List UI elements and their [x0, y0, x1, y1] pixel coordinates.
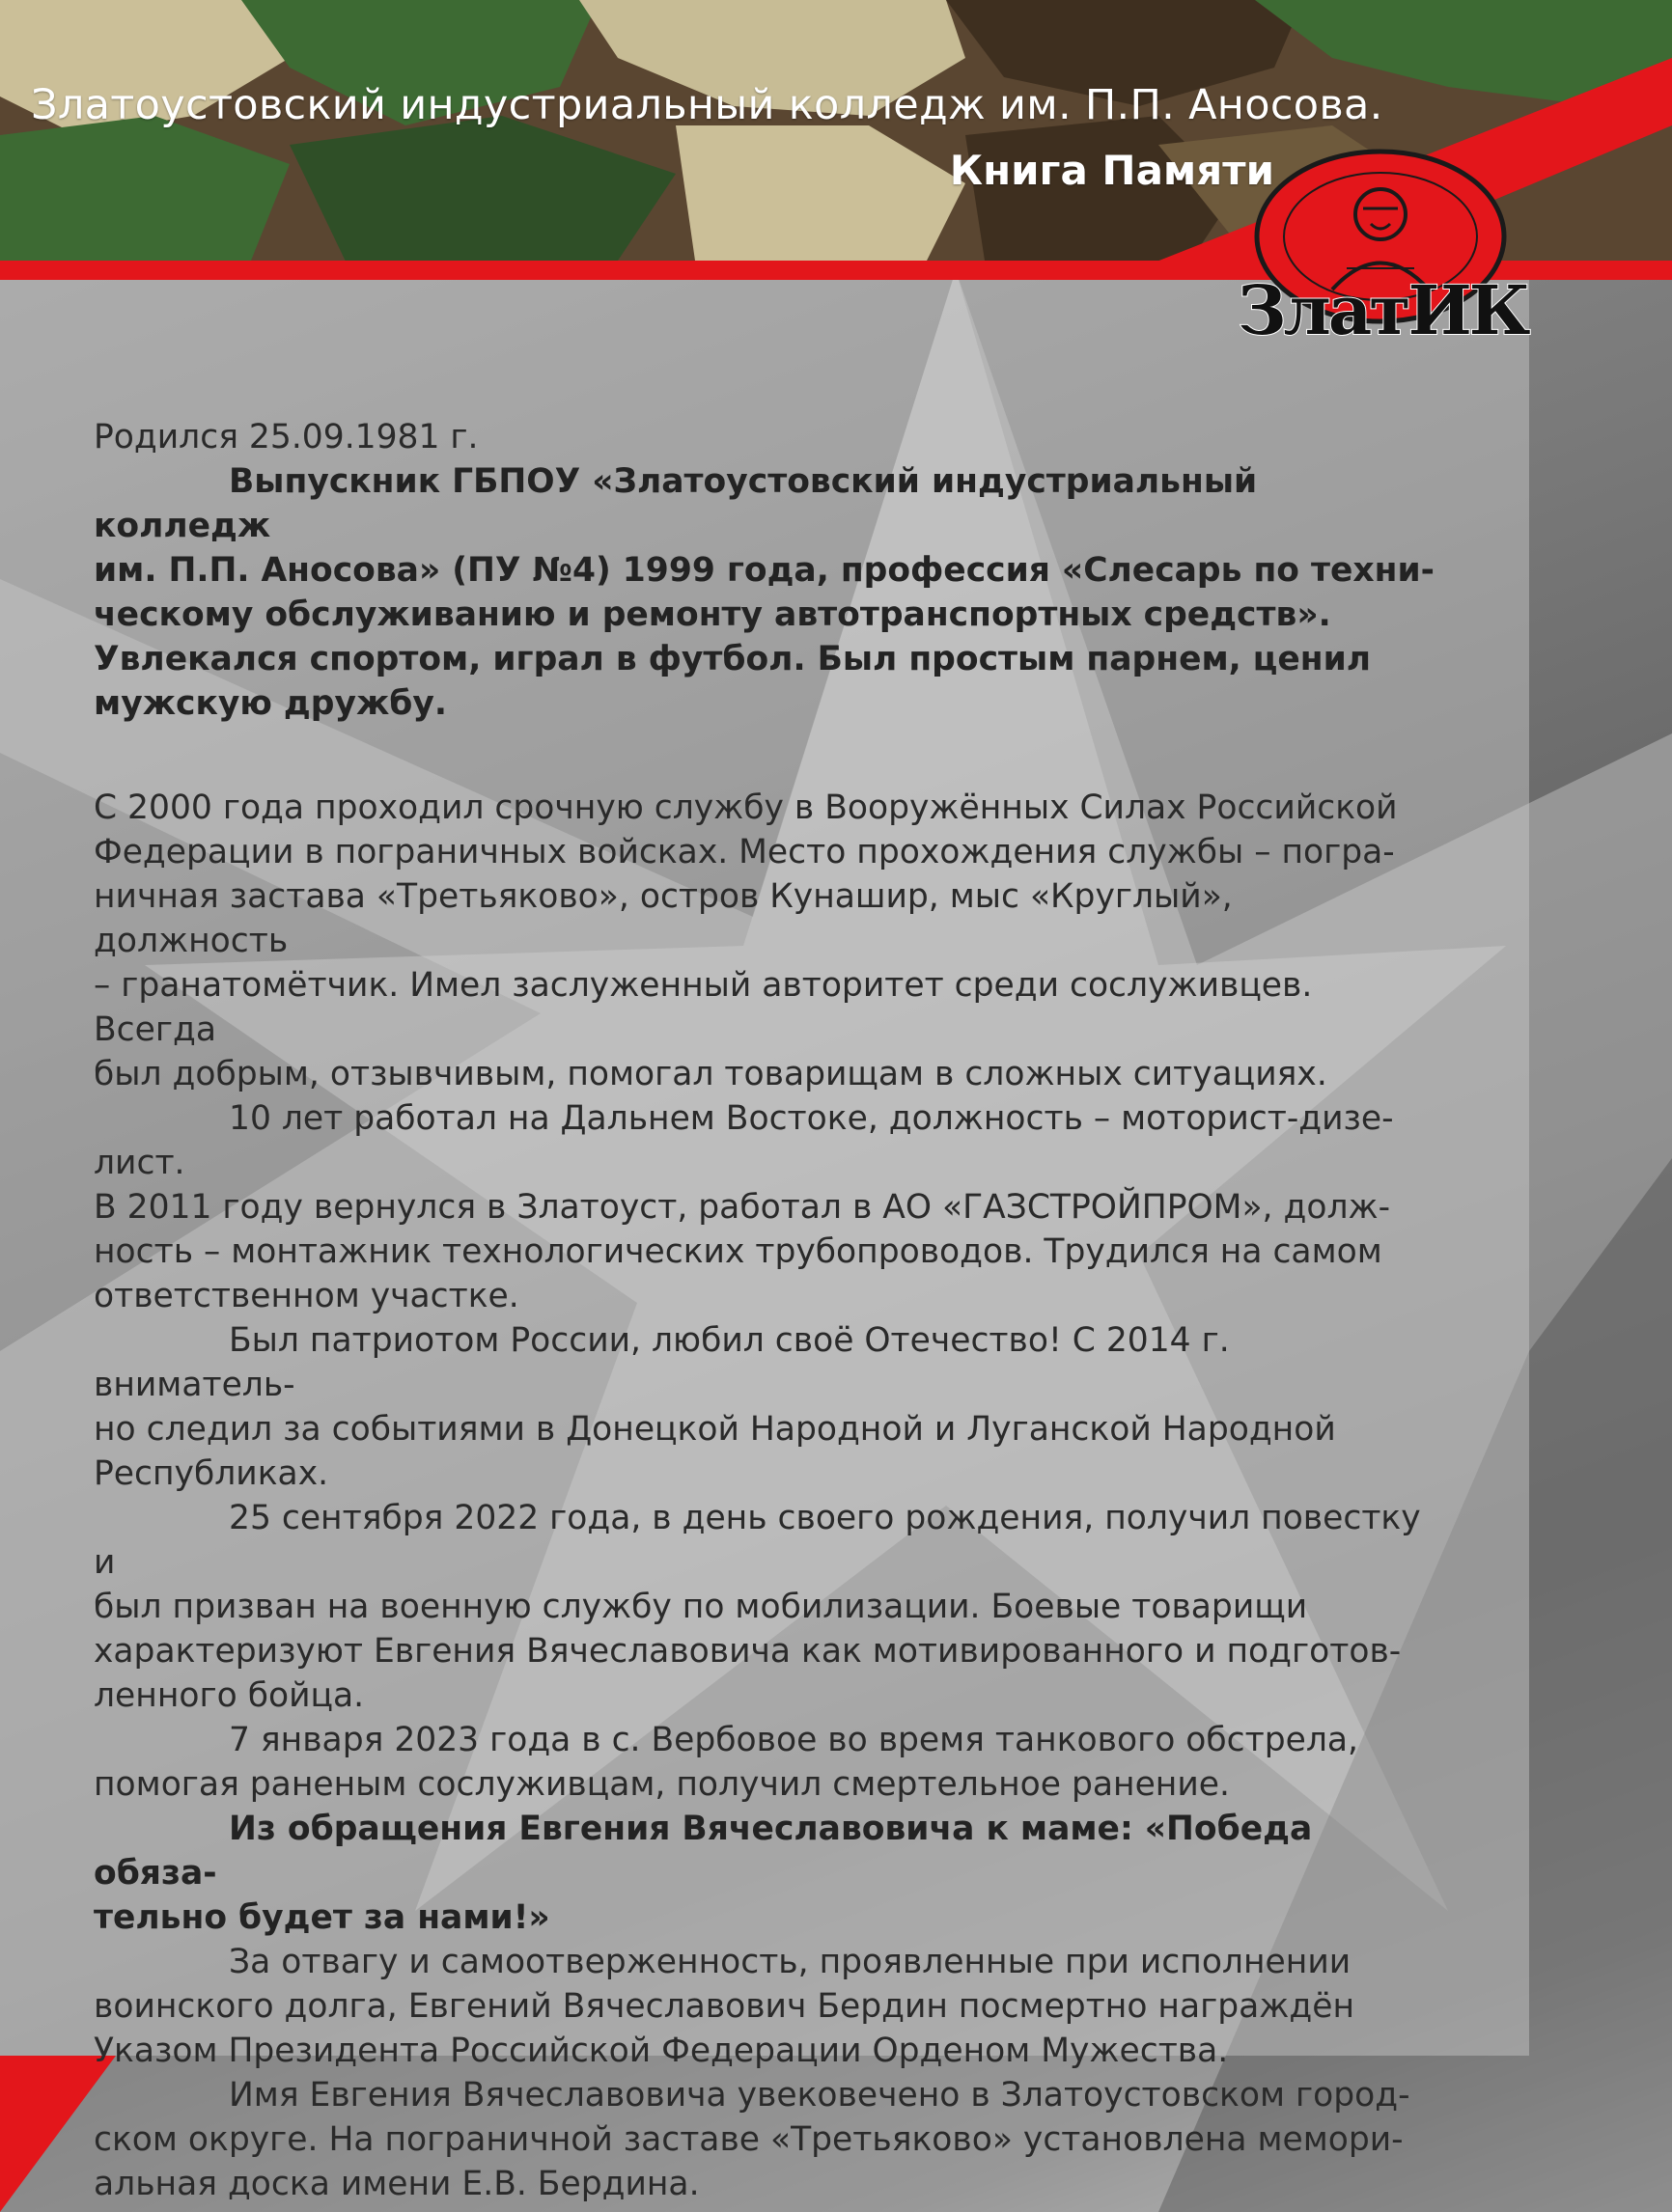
death-paragraph: 7 января 2023 года в с. Вербовое во время танкового обстрела, помогая раненым сослуживцам, получил смертельное ранение.: [94, 1721, 1359, 1804]
graduate-paragraph: Выпускник ГБПОУ «Златоустовский индустриальный колледж им. П.П. Аносова» (ПУ №4) 1999 года, профессия «Слесарь по техни- ческому обслуживанию и ремонту автотранспортных средств». Увлекался спортом, играл в футбол. Был простым парнем, ценил мужскую дружбу.: [94, 462, 1435, 723]
birth-date: Родился 25.09.1981 г.: [94, 418, 479, 456]
memory-book-title: Книга Памяти: [949, 147, 1274, 194]
return-paragraph: В 2011 году вернулся в Златоуст, работал в АО «ГАЗСТРОЙПРОМ», долж- ность – монтажник технологических трубопроводов. Трудился на самом ответственном участке.: [94, 1188, 1391, 1315]
far-east-paragraph: 10 лет работал на Дальнем Востоке, должность – моторист-дизе- лист.: [94, 1099, 1394, 1182]
college-title: Златоустовский индустриальный колледж им. П.П. Аносова.: [31, 81, 1383, 129]
service-paragraph: С 2000 года проходил срочную службу в Вооружённых Силах Российской Федерации в пограничных войсках. Место прохождения службы – погра- ничная застава «Третьяково», остров Кунашир, мыс «Круглый», должность – гранатомётчик. Имел заслуженный авторитет среди сослуживцев. Всегда был добрым, отзывчивым, помогал товарищам в сложных ситуациях.: [94, 788, 1398, 1093]
quote-paragraph: Из обращения Евгения Вячеславовича к маме: «Победа обяза- тельно будет за нами!»: [94, 1810, 1313, 1937]
biography-text: [94, 415, 1435, 2206]
college-logo-text: ЗлатИК: [1238, 270, 1528, 350]
mobilization-paragraph: 25 сентября 2022 года, в день своего рождения, получил повестку и был призван на военную службу по мобилизации. Боевые товарищи характеризуют Евгения Вячеславовича как мотивированного и подготов- ленного бойца.: [94, 1499, 1421, 1715]
patriot-paragraph: Был патриотом России, любил своё Отечество! С 2014 г. вниматель- но следил за событиями в Донецкой Народной и Луганской Народной Республиках.: [94, 1321, 1336, 1493]
memory-paragraph: Имя Евгения Вячеславовича увековечено в Златоустовском город- ском округе. На пограничной заставе «Третьяково» установлена мемори- альная доска имени Е.В. Бердина.: [94, 2076, 1410, 2203]
award-paragraph: За отвагу и самоотверженность, проявленные при исполнении воинского долга, Евгений Вячеславович Бердин посмертно награждён Указом Президента Российской Федерации Орденом Мужества.: [94, 1943, 1355, 2070]
paragraph-gap: [94, 726, 1435, 786]
